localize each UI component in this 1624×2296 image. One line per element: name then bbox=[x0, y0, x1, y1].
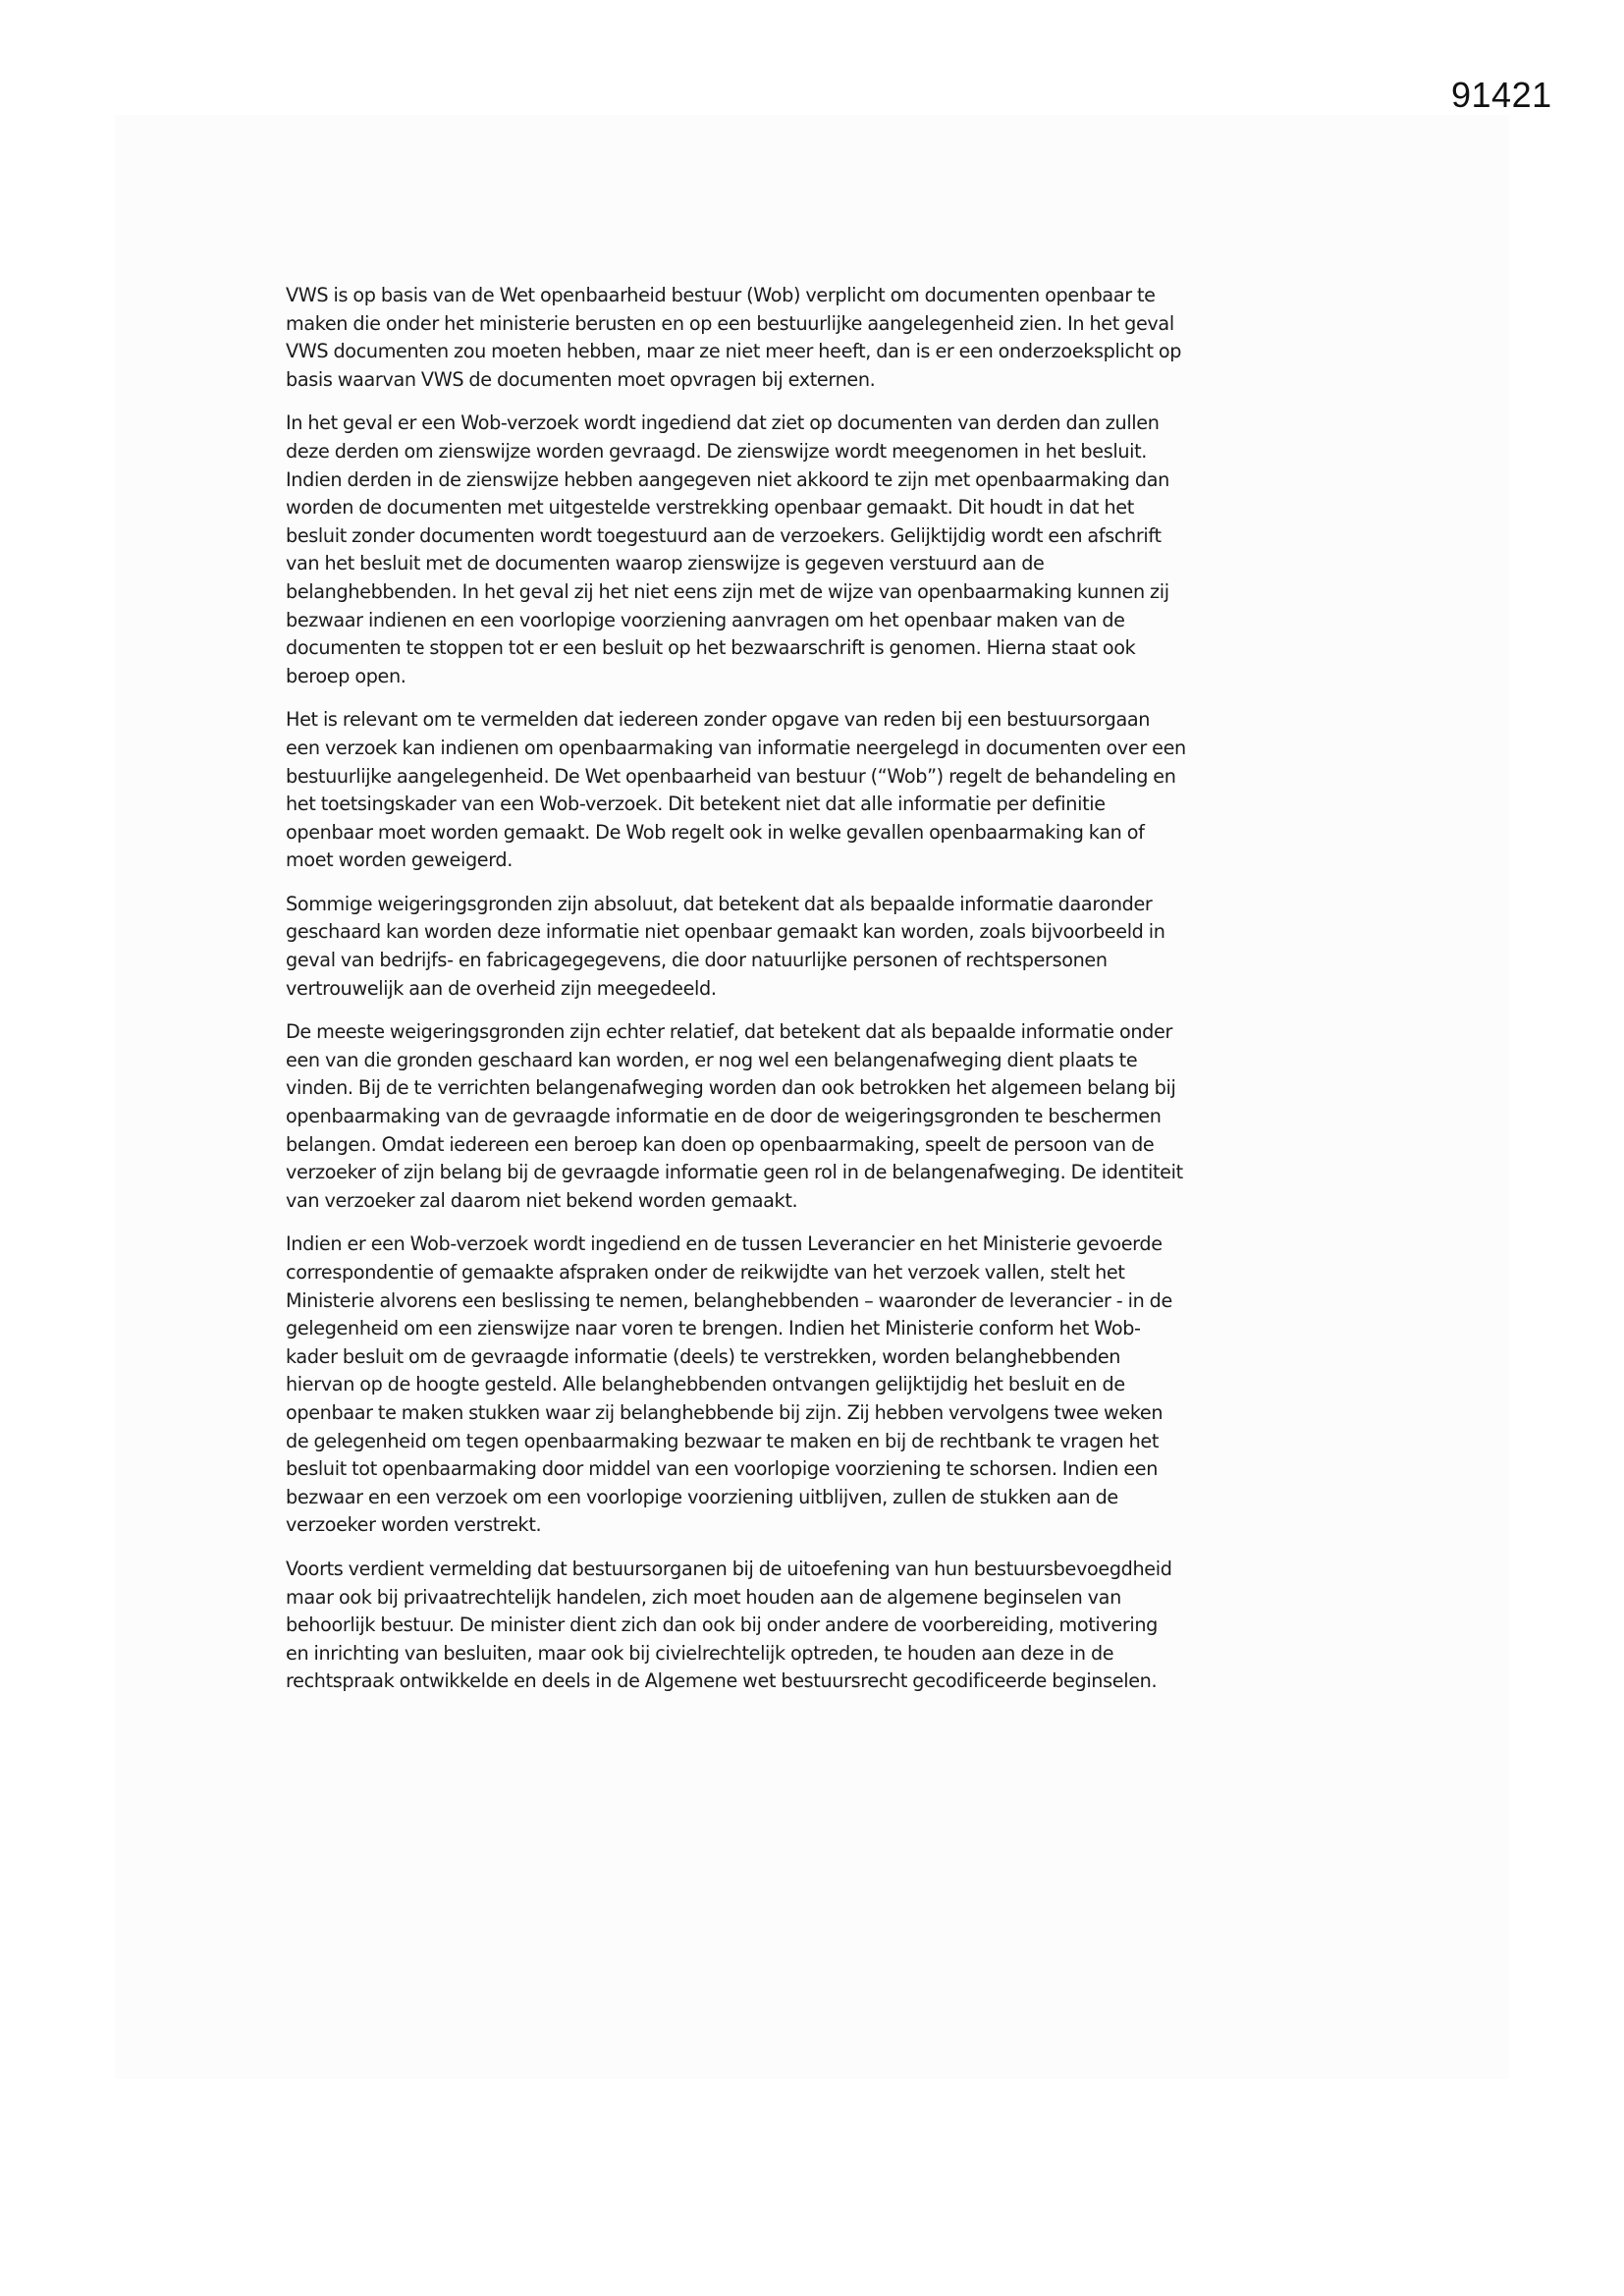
text-line: maar ook bij privaatrechtelijk handelen, zich moet houden aan de algemene beginselen van bbox=[286, 1585, 1121, 1609]
text-line: van het besluit met de documenten waarop zienswijze is gegeven verstuurd aan de bbox=[286, 552, 1045, 575]
text-line: geval van bedrijfs- en fabricagegegevens, die door natuurlijke personen of rechtspersonen bbox=[286, 949, 1108, 972]
text-line: VWS documenten zou moeten hebben, maar ze niet meer heeft, dan is er een onderzoeksplicht op bbox=[286, 340, 1182, 363]
text-line: belanghebbenden. In het geval zij het niet eens zijn met de wijze van openbaarmaking kunnen zij bbox=[286, 579, 1169, 603]
text-line: openbaar moet worden gemaakt. De Wob regelt ook in welke gevallen openbaarmaking kan of bbox=[286, 820, 1145, 844]
text-line: bezwaar en een verzoek om een voorlopige voorziening uitblijven, zullen de stukken aan de bbox=[286, 1485, 1118, 1508]
text-line: openbaarmaking van de gevraagde informatie en de door de weigeringsgronden te beschermen bbox=[286, 1105, 1162, 1128]
text-line: gelegenheid om een zienswijze naar voren te brengen. Indien het Ministerie conform het Wob- bbox=[286, 1317, 1141, 1340]
paragraph bbox=[286, 410, 1385, 690]
text-line: Indien er een Wob-verzoek wordt ingediend en de tussen Leverancier en het Ministerie gevoerde bbox=[286, 1232, 1163, 1256]
page-number: 91421 bbox=[1451, 75, 1552, 115]
text-line: van verzoeker zal daarom niet bekend worden gemaakt. bbox=[286, 1188, 798, 1212]
text-line: het toetsingskader van een Wob-verzoek. Dit betekent niet dat alle informatie per definitie bbox=[286, 793, 1106, 816]
text-line: correspondentie of gemaakte afspraken onder de reikwijdte van het verzoek vallen, stelt het bbox=[286, 1261, 1125, 1284]
text-line: verzoeker of zijn belang bij de gevraagde informatie geen rol in de belangenafweging. De identiteit bbox=[286, 1161, 1183, 1184]
text-line: documenten te stoppen tot er een besluit op het bezwaarschrift is genomen. Hierna staat ook bbox=[286, 636, 1136, 660]
text-line: Indien derden in de zienswijze hebben aangegeven niet akkoord te zijn met openbaarmaking dan bbox=[286, 467, 1169, 491]
text-line: verzoeker worden verstrekt. bbox=[286, 1513, 542, 1537]
text-line: Sommige weigeringsgronden zijn absoluut, dat betekent dat als bepaalde informatie daaronder bbox=[286, 892, 1153, 915]
paragraph bbox=[286, 1018, 1385, 1215]
text-line: De meeste weigeringsgronden zijn echter relatief, dat betekent dat als bepaalde informatie onder bbox=[286, 1020, 1173, 1044]
text-line: beroep open. bbox=[286, 664, 406, 687]
text-line: bezwaar indienen en een voorlopige voorziening aanvragen om het openbaar maken van de bbox=[286, 608, 1125, 631]
text-line: hiervan op de hoogte gesteld. Alle belanghebbenden ontvangen gelijktijdig het besluit en de bbox=[286, 1373, 1125, 1396]
text-line: en inrichting van besluiten, maar ook bij civielrechtelijk optreden, te houden aan deze in de bbox=[286, 1641, 1114, 1665]
text-line: een van die gronden geschaard kan worden, er nog wel een belangenafweging dient plaats te bbox=[286, 1048, 1138, 1071]
text-line: de gelegenheid om tegen openbaarmaking bezwaar te maken en bij de rechtbank te vragen het bbox=[286, 1429, 1160, 1452]
paragraph bbox=[286, 1556, 1385, 1696]
paragraph bbox=[286, 1230, 1385, 1540]
paragraph bbox=[286, 891, 1385, 1003]
text-line: basis waarvan VWS de documenten moet opvragen bij externen. bbox=[286, 367, 876, 391]
text-line: moet worden geweigerd. bbox=[286, 848, 514, 872]
text-line: een verzoek kan indienen om openbaarmaking van informatie neergelegd in documenten over een bbox=[286, 736, 1186, 759]
paragraph bbox=[286, 282, 1385, 394]
text-line: bestuurlijke aangelegenheid. De Wet openbaarheid van bestuur (“Wob”) regelt de behandeling en bbox=[286, 764, 1176, 788]
text-line: kader besluit om de gevraagde informatie (deels) te verstrekken, worden belanghebbenden bbox=[286, 1344, 1121, 1368]
text-line: geschaard kan worden deze informatie niet openbaar gemaakt kan worden, zoals bijvoorbeeld in bbox=[286, 920, 1165, 944]
paragraph bbox=[286, 706, 1385, 875]
text-line: besluit zonder documenten wordt toegestuurd aan de verzoekers. Gelijktijdig wordt een afschrift bbox=[286, 523, 1162, 547]
text-line: belangen. Omdat iedereen een beroep kan doen op openbaarmaking, speelt de persoon van de bbox=[286, 1132, 1155, 1156]
text-line: openbaar te maken stukken waar zij belanghebbende bij zijn. Zij hebben vervolgens twee weken bbox=[286, 1400, 1164, 1424]
text-line: VWS is op basis van de Wet openbaarheid bestuur (Wob) verplicht om documenten openbaar te bbox=[286, 284, 1156, 306]
text-line: behoorlijk bestuur. De minister dient zich dan ook bij onder andere de voorbereiding, motivering bbox=[286, 1613, 1159, 1637]
text-line: In het geval er een Wob-verzoek wordt ingediend dat ziet op documenten van derden dan zullen bbox=[286, 411, 1160, 435]
text-line: deze derden om zienswijze worden gevraagd. De zienswijze wordt meegenomen in het besluit. bbox=[286, 439, 1148, 463]
text-line: rechtspraak ontwikkelde en deels in de Algemene wet bestuursrecht gecodificeerde beginselen. bbox=[286, 1669, 1158, 1693]
text-line: Het is relevant om te vermelden dat iedereen zonder opgave van reden bij een bestuursorgaan bbox=[286, 708, 1151, 732]
text-line: vinden. Bij de te verrichten belangenafweging worden dan ook betrokken het algemeen belang bij bbox=[286, 1076, 1176, 1100]
text-line: worden de documenten met uitgestelde verstrekking openbaar gemaakt. Dit houdt in dat het bbox=[286, 496, 1134, 519]
text-line: maken die onder het ministerie berusten en op een bestuurlijke aangelegenheid zien. In het geval bbox=[286, 311, 1174, 335]
text-line: besluit tot openbaarmaking door middel van een voorlopige voorziening te schorsen. Indien een bbox=[286, 1457, 1159, 1481]
text-line: vertrouwelijk aan de overheid zijn meegedeeld. bbox=[286, 976, 717, 1000]
text-line: Ministerie alvorens een beslissing te nemen, belanghebbenden – waaronder de leverancier - in de bbox=[286, 1288, 1172, 1312]
document-body bbox=[286, 282, 1385, 1712]
text-line: Voorts verdient vermelding dat bestuursorganen bij de uitoefening van hun bestuursbevoegdheid bbox=[286, 1557, 1172, 1580]
